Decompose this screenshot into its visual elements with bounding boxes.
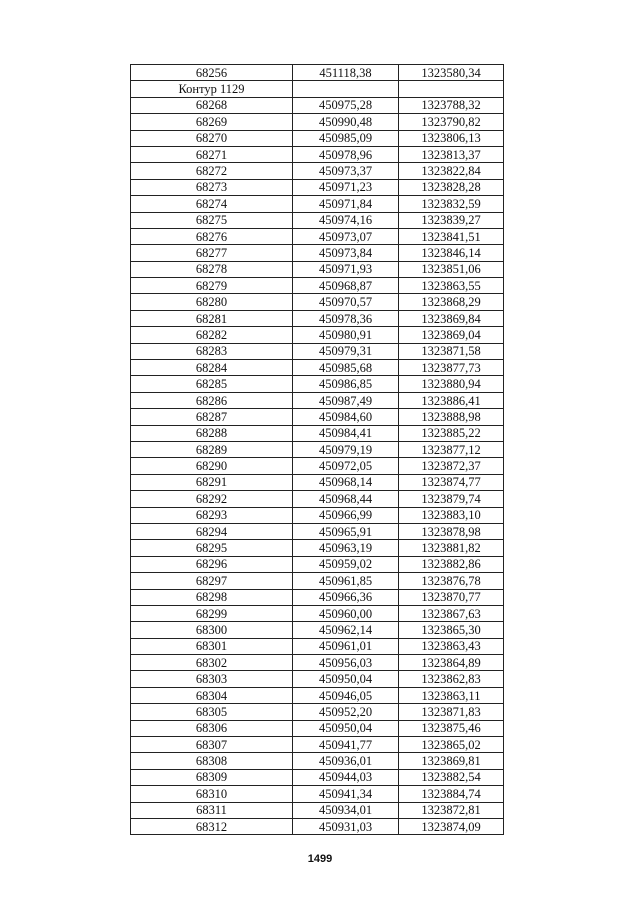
x-coordinate-cell: 450978,36 bbox=[293, 310, 399, 326]
y-coordinate-cell: 1323872,81 bbox=[399, 802, 504, 818]
x-coordinate-cell: 450946,05 bbox=[293, 687, 399, 703]
table-row bbox=[131, 605, 504, 621]
x-coordinate-cell: 450968,87 bbox=[293, 278, 399, 294]
point-number-cell: 68289 bbox=[131, 441, 293, 457]
table-row bbox=[131, 474, 504, 490]
y-coordinate-cell: 1323882,54 bbox=[399, 769, 504, 785]
x-coordinate-cell: 450973,07 bbox=[293, 228, 399, 244]
y-coordinate-cell: 1323806,13 bbox=[399, 130, 504, 146]
point-number-cell: 68276 bbox=[131, 228, 293, 244]
table-row bbox=[131, 671, 504, 687]
point-number-cell: 68272 bbox=[131, 163, 293, 179]
table-row bbox=[131, 573, 504, 589]
x-coordinate-cell: 450966,99 bbox=[293, 507, 399, 523]
y-coordinate-cell: 1323865,30 bbox=[399, 622, 504, 638]
y-coordinate-cell: 1323863,11 bbox=[399, 687, 504, 703]
point-number-cell: 68301 bbox=[131, 638, 293, 654]
y-coordinate-cell: 1323869,81 bbox=[399, 753, 504, 769]
y-coordinate-cell: 1323788,32 bbox=[399, 97, 504, 113]
y-coordinate-cell: 1323881,82 bbox=[399, 540, 504, 556]
x-coordinate-cell: 450985,68 bbox=[293, 360, 399, 376]
x-coordinate-cell: 450961,01 bbox=[293, 638, 399, 654]
x-coordinate-cell: 450944,03 bbox=[293, 769, 399, 785]
x-coordinate-cell: 450956,03 bbox=[293, 655, 399, 671]
table-row bbox=[131, 540, 504, 556]
point-number-cell: 68299 bbox=[131, 605, 293, 621]
point-number-cell: 68288 bbox=[131, 425, 293, 441]
table-row bbox=[131, 786, 504, 802]
y-coordinate-cell: 1323851,06 bbox=[399, 261, 504, 277]
table-row bbox=[131, 523, 504, 539]
point-number-cell: 68303 bbox=[131, 671, 293, 687]
point-number-cell: 68304 bbox=[131, 687, 293, 703]
y-coordinate-cell: 1323813,37 bbox=[399, 146, 504, 162]
table-row bbox=[131, 622, 504, 638]
table-row bbox=[131, 376, 504, 392]
x-coordinate-cell: 450980,91 bbox=[293, 327, 399, 343]
table-row bbox=[131, 720, 504, 736]
y-coordinate-cell: 1323872,37 bbox=[399, 458, 504, 474]
table-row bbox=[131, 425, 504, 441]
y-coordinate-cell: 1323822,84 bbox=[399, 163, 504, 179]
point-number-cell: 68271 bbox=[131, 146, 293, 162]
table-row bbox=[131, 343, 504, 359]
y-coordinate-cell: 1323871,83 bbox=[399, 704, 504, 720]
x-coordinate-cell: 450971,84 bbox=[293, 196, 399, 212]
y-coordinate-cell: 1323869,04 bbox=[399, 327, 504, 343]
table-row bbox=[131, 458, 504, 474]
x-coordinate-cell: 450963,19 bbox=[293, 540, 399, 556]
table-row bbox=[131, 802, 504, 818]
table-row bbox=[131, 163, 504, 179]
point-number-cell: 68273 bbox=[131, 179, 293, 195]
table-row bbox=[131, 278, 504, 294]
table-row bbox=[131, 507, 504, 523]
x-coordinate-cell: 450952,20 bbox=[293, 704, 399, 720]
table-row bbox=[131, 212, 504, 228]
y-coordinate-cell: 1323841,51 bbox=[399, 228, 504, 244]
x-coordinate-cell: 450979,19 bbox=[293, 441, 399, 457]
coordinates-table-body bbox=[131, 65, 504, 835]
point-number-cell: 68269 bbox=[131, 114, 293, 130]
table-row bbox=[131, 818, 504, 834]
x-coordinate-cell: 450975,28 bbox=[293, 97, 399, 113]
x-coordinate-cell: 450984,60 bbox=[293, 409, 399, 425]
x-coordinate-cell: 450934,01 bbox=[293, 802, 399, 818]
x-coordinate-cell: 450966,36 bbox=[293, 589, 399, 605]
table-row bbox=[131, 179, 504, 195]
point-number-cell: 68268 bbox=[131, 97, 293, 113]
x-coordinate-cell: 450987,49 bbox=[293, 392, 399, 408]
x-coordinate-cell: 450974,16 bbox=[293, 212, 399, 228]
table-row bbox=[131, 310, 504, 326]
y-coordinate-cell: 1323880,94 bbox=[399, 376, 504, 392]
y-coordinate-cell: 1323580,34 bbox=[399, 65, 504, 81]
x-coordinate-cell: 450970,57 bbox=[293, 294, 399, 310]
x-coordinate-cell: 450968,44 bbox=[293, 491, 399, 507]
x-coordinate-cell bbox=[293, 81, 399, 97]
point-number-cell: 68275 bbox=[131, 212, 293, 228]
x-coordinate-cell: 450950,04 bbox=[293, 720, 399, 736]
point-number-cell: 68296 bbox=[131, 556, 293, 572]
y-coordinate-cell: 1323867,63 bbox=[399, 605, 504, 621]
table-row bbox=[131, 261, 504, 277]
x-coordinate-cell: 450972,05 bbox=[293, 458, 399, 474]
table-row bbox=[131, 737, 504, 753]
table-row bbox=[131, 687, 504, 703]
x-coordinate-cell: 450960,00 bbox=[293, 605, 399, 621]
table-row bbox=[131, 294, 504, 310]
y-coordinate-cell: 1323876,78 bbox=[399, 573, 504, 589]
table-row bbox=[131, 65, 504, 81]
y-coordinate-cell: 1323869,84 bbox=[399, 310, 504, 326]
point-number-cell: 68280 bbox=[131, 294, 293, 310]
point-number-cell: Контур 1129 bbox=[131, 81, 293, 97]
point-number-cell: 68305 bbox=[131, 704, 293, 720]
x-coordinate-cell: 450950,04 bbox=[293, 671, 399, 687]
y-coordinate-cell: 1323870,77 bbox=[399, 589, 504, 605]
point-number-cell: 68274 bbox=[131, 196, 293, 212]
table-row bbox=[131, 114, 504, 130]
table-row bbox=[131, 392, 504, 408]
table-row bbox=[131, 97, 504, 113]
point-number-cell: 68294 bbox=[131, 523, 293, 539]
x-coordinate-cell: 450961,85 bbox=[293, 573, 399, 589]
y-coordinate-cell: 1323864,89 bbox=[399, 655, 504, 671]
x-coordinate-cell: 450971,23 bbox=[293, 179, 399, 195]
y-coordinate-cell: 1323879,74 bbox=[399, 491, 504, 507]
point-number-cell: 68279 bbox=[131, 278, 293, 294]
y-coordinate-cell bbox=[399, 81, 504, 97]
y-coordinate-cell: 1323886,41 bbox=[399, 392, 504, 408]
point-number-cell: 68302 bbox=[131, 655, 293, 671]
y-coordinate-cell: 1323878,98 bbox=[399, 523, 504, 539]
x-coordinate-cell: 451118,38 bbox=[293, 65, 399, 81]
x-coordinate-cell: 450968,14 bbox=[293, 474, 399, 490]
table-row bbox=[131, 228, 504, 244]
y-coordinate-cell: 1323828,28 bbox=[399, 179, 504, 195]
y-coordinate-cell: 1323832,59 bbox=[399, 196, 504, 212]
y-coordinate-cell: 1323863,43 bbox=[399, 638, 504, 654]
x-coordinate-cell: 450931,03 bbox=[293, 818, 399, 834]
table-row bbox=[131, 753, 504, 769]
point-number-cell: 68311 bbox=[131, 802, 293, 818]
x-coordinate-cell: 450985,09 bbox=[293, 130, 399, 146]
x-coordinate-cell: 450965,91 bbox=[293, 523, 399, 539]
point-number-cell: 68310 bbox=[131, 786, 293, 802]
point-number-cell: 68283 bbox=[131, 343, 293, 359]
point-number-cell: 68307 bbox=[131, 737, 293, 753]
table-row bbox=[131, 491, 504, 507]
point-number-cell: 68286 bbox=[131, 392, 293, 408]
y-coordinate-cell: 1323888,98 bbox=[399, 409, 504, 425]
page-number: 1499 bbox=[307, 853, 333, 865]
y-coordinate-cell: 1323846,14 bbox=[399, 245, 504, 261]
point-number-cell: 68287 bbox=[131, 409, 293, 425]
x-coordinate-cell: 450979,31 bbox=[293, 343, 399, 359]
point-number-cell: 68297 bbox=[131, 573, 293, 589]
point-number-cell: 68285 bbox=[131, 376, 293, 392]
x-coordinate-cell: 450971,93 bbox=[293, 261, 399, 277]
table-row bbox=[131, 245, 504, 261]
table-row bbox=[131, 146, 504, 162]
x-coordinate-cell: 450973,37 bbox=[293, 163, 399, 179]
y-coordinate-cell: 1323839,27 bbox=[399, 212, 504, 228]
y-coordinate-cell: 1323865,02 bbox=[399, 737, 504, 753]
y-coordinate-cell: 1323884,74 bbox=[399, 786, 504, 802]
x-coordinate-cell: 450990,48 bbox=[293, 114, 399, 130]
y-coordinate-cell: 1323883,10 bbox=[399, 507, 504, 523]
point-number-cell: 68270 bbox=[131, 130, 293, 146]
table-row bbox=[131, 769, 504, 785]
point-number-cell: 68284 bbox=[131, 360, 293, 376]
y-coordinate-cell: 1323885,22 bbox=[399, 425, 504, 441]
table-row bbox=[131, 441, 504, 457]
point-number-cell: 68291 bbox=[131, 474, 293, 490]
y-coordinate-cell: 1323862,83 bbox=[399, 671, 504, 687]
y-coordinate-cell: 1323882,86 bbox=[399, 556, 504, 572]
table-row bbox=[131, 655, 504, 671]
y-coordinate-cell: 1323877,12 bbox=[399, 441, 504, 457]
table-row bbox=[131, 327, 504, 343]
table-row bbox=[131, 196, 504, 212]
y-coordinate-cell: 1323790,82 bbox=[399, 114, 504, 130]
x-coordinate-cell: 450984,41 bbox=[293, 425, 399, 441]
x-coordinate-cell: 450973,84 bbox=[293, 245, 399, 261]
x-coordinate-cell: 450941,34 bbox=[293, 786, 399, 802]
point-number-cell: 68293 bbox=[131, 507, 293, 523]
x-coordinate-cell: 450978,96 bbox=[293, 146, 399, 162]
x-coordinate-cell: 450962,14 bbox=[293, 622, 399, 638]
table-row bbox=[131, 81, 504, 97]
table-row bbox=[131, 589, 504, 605]
point-number-cell: 68308 bbox=[131, 753, 293, 769]
table-row bbox=[131, 130, 504, 146]
point-number-cell: 68277 bbox=[131, 245, 293, 261]
y-coordinate-cell: 1323874,09 bbox=[399, 818, 504, 834]
x-coordinate-cell: 450986,85 bbox=[293, 376, 399, 392]
point-number-cell: 68295 bbox=[131, 540, 293, 556]
point-number-cell: 68281 bbox=[131, 310, 293, 326]
point-number-cell: 68306 bbox=[131, 720, 293, 736]
y-coordinate-cell: 1323874,77 bbox=[399, 474, 504, 490]
point-number-cell: 68300 bbox=[131, 622, 293, 638]
y-coordinate-cell: 1323871,58 bbox=[399, 343, 504, 359]
point-number-cell: 68298 bbox=[131, 589, 293, 605]
table-row bbox=[131, 556, 504, 572]
point-number-cell: 68290 bbox=[131, 458, 293, 474]
y-coordinate-cell: 1323877,73 bbox=[399, 360, 504, 376]
y-coordinate-cell: 1323875,46 bbox=[399, 720, 504, 736]
table-row bbox=[131, 704, 504, 720]
table-row bbox=[131, 638, 504, 654]
table-row bbox=[131, 360, 504, 376]
point-number-cell: 68256 bbox=[131, 65, 293, 81]
point-number-cell: 68282 bbox=[131, 327, 293, 343]
table-row bbox=[131, 409, 504, 425]
point-number-cell: 68292 bbox=[131, 491, 293, 507]
x-coordinate-cell: 450941,77 bbox=[293, 737, 399, 753]
x-coordinate-cell: 450959,02 bbox=[293, 556, 399, 572]
y-coordinate-cell: 1323868,29 bbox=[399, 294, 504, 310]
y-coordinate-cell: 1323863,55 bbox=[399, 278, 504, 294]
point-number-cell: 68312 bbox=[131, 818, 293, 834]
point-number-cell: 68309 bbox=[131, 769, 293, 785]
x-coordinate-cell: 450936,01 bbox=[293, 753, 399, 769]
point-number-cell: 68278 bbox=[131, 261, 293, 277]
coordinates-table bbox=[130, 64, 504, 835]
